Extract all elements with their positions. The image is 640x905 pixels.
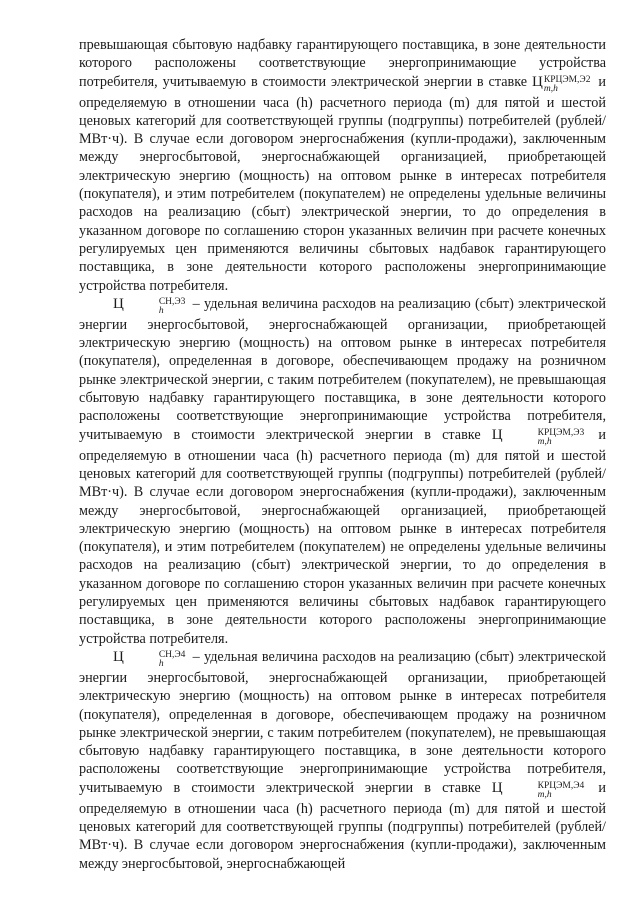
formula-symbol-sn-e3: Ц СН,Э3 h bbox=[113, 295, 186, 316]
paragraph-3-text-b: и определяемую в отношении часа (h) расчетного периода (m) для пятой и шестой ценовых категорий для соответствующей группы (подгруппы) потребителей (рублей/МВт·ч). В случае если договором энергоснабжения (купли-продажи), заключенным между энергосбытовой, энергоснабжающей bbox=[79, 779, 606, 872]
formula-symbol-krcem-e2: Ц КРЦЭМ,Э2 m,h bbox=[532, 73, 591, 94]
paragraph-1-text-a: превышающая сбытовую надбавку гарантирующего поставщика, в зоне деятельности которого расположены соответствующие энергопринимающие устройства потребителя, учитываемую в стоимости электрической энергии в ставке bbox=[79, 37, 606, 90]
paragraph-3 bbox=[79, 648, 606, 873]
paragraph-2-text-b: и определяемую в отношении часа (h) расчетного периода (m) для пятой и шестой ценовых категорий для соответствующей группы (подгруппы) потребителей (рублей/МВт·ч). В случае если договором энергоснабжения (купли-продажи), заключенным между энергосбытовой, энергоснабжающей организацией, приобретающей электрическую энергию (мощность) на оптовом рынке в интересах потребителя (покупателя), и этим потребителем (покупателем) не определены удельные величины расходов на реализацию (сбыт) электрической энергии, то до определения в указанном договоре по соглашению сторон указанных величин при расчете конечных регулируемых цен применяются величины сбытовых надбавок гарантирующего поставщика, в зоне деятельности которого расположены энергопринимающие устройства потребителя. bbox=[79, 426, 606, 647]
paragraph-2 bbox=[79, 295, 606, 648]
formula-symbol-krcem-e3: Ц КРЦЭМ,Э3 m,h bbox=[491, 426, 585, 447]
formula-symbol-krcem-e4: Ц КРЦЭМ,Э4 m,h bbox=[491, 779, 585, 800]
paragraph-1-text-b: и определяемую в отношении часа (h) расчетного периода (m) для пятой и шестой ценовых категорий для соответствующей группы (подгруппы) потребителей (рублей/МВт·ч). В случае если договором энергоснабжения (купли-продажи), заключенным между энергосбытовой, энергоснабжающей организацией, приобретающей электрическую энергию (мощность) на оптовом рынке в интересах потребителя (покупателя), и этим потребителем (покупателем) не определены удельные величины расходов на реализацию (сбыт) электрической энергии, то до определения в указанном договоре по соглашению сторон указанных величин при расчете конечных регулируемых цен применяются величины сбытовых надбавок гарантирующего поставщика, в зоне деятельности которого расположены энергопринимающие устройства потребителя. bbox=[79, 73, 607, 294]
paragraph-2-text-a: – удельная величина расходов на реализацию (сбыт) электрической энергии энергосбытовой, энергоснабжающей организации, приобретающей электрическую энергию (мощность) на оптовом рынке в интересах потребителя (покупателя), определенная в договоре, обеспечивающем продажу на розничном рынке электрической энергии, с таким потребителем (покупателем), не превышающая сбытовую надбавку гарантирующего поставщика, в зоне деятельности которого расположены соответствующие энергопринимающие устройства потребителя, учитываемую в стоимости электрической энергии в ставке bbox=[79, 295, 607, 443]
document-page bbox=[79, 36, 606, 873]
formula-symbol-sn-e4: Ц СН,Э4 h bbox=[113, 648, 186, 669]
paragraph-1 bbox=[79, 36, 606, 295]
paragraph-3-text-a: – удельная величина расходов на реализацию (сбыт) электрической энергии энергосбытовой, энергоснабжающей организации, приобретающей электрическую энергию (мощность) на оптовом рынке в интересах потребителя (покупателя), определенная в договоре, обеспечивающем продажу на розничном рынке электрической энергии, с таким потребителем (покупателем), не превышающая сбытовую надбавку гарантирующего поставщика, в зоне деятельности которого расположены соответствующие энергопринимающие устройства потребителя, учитываемую в стоимости электрической энергии в ставке bbox=[79, 648, 607, 796]
